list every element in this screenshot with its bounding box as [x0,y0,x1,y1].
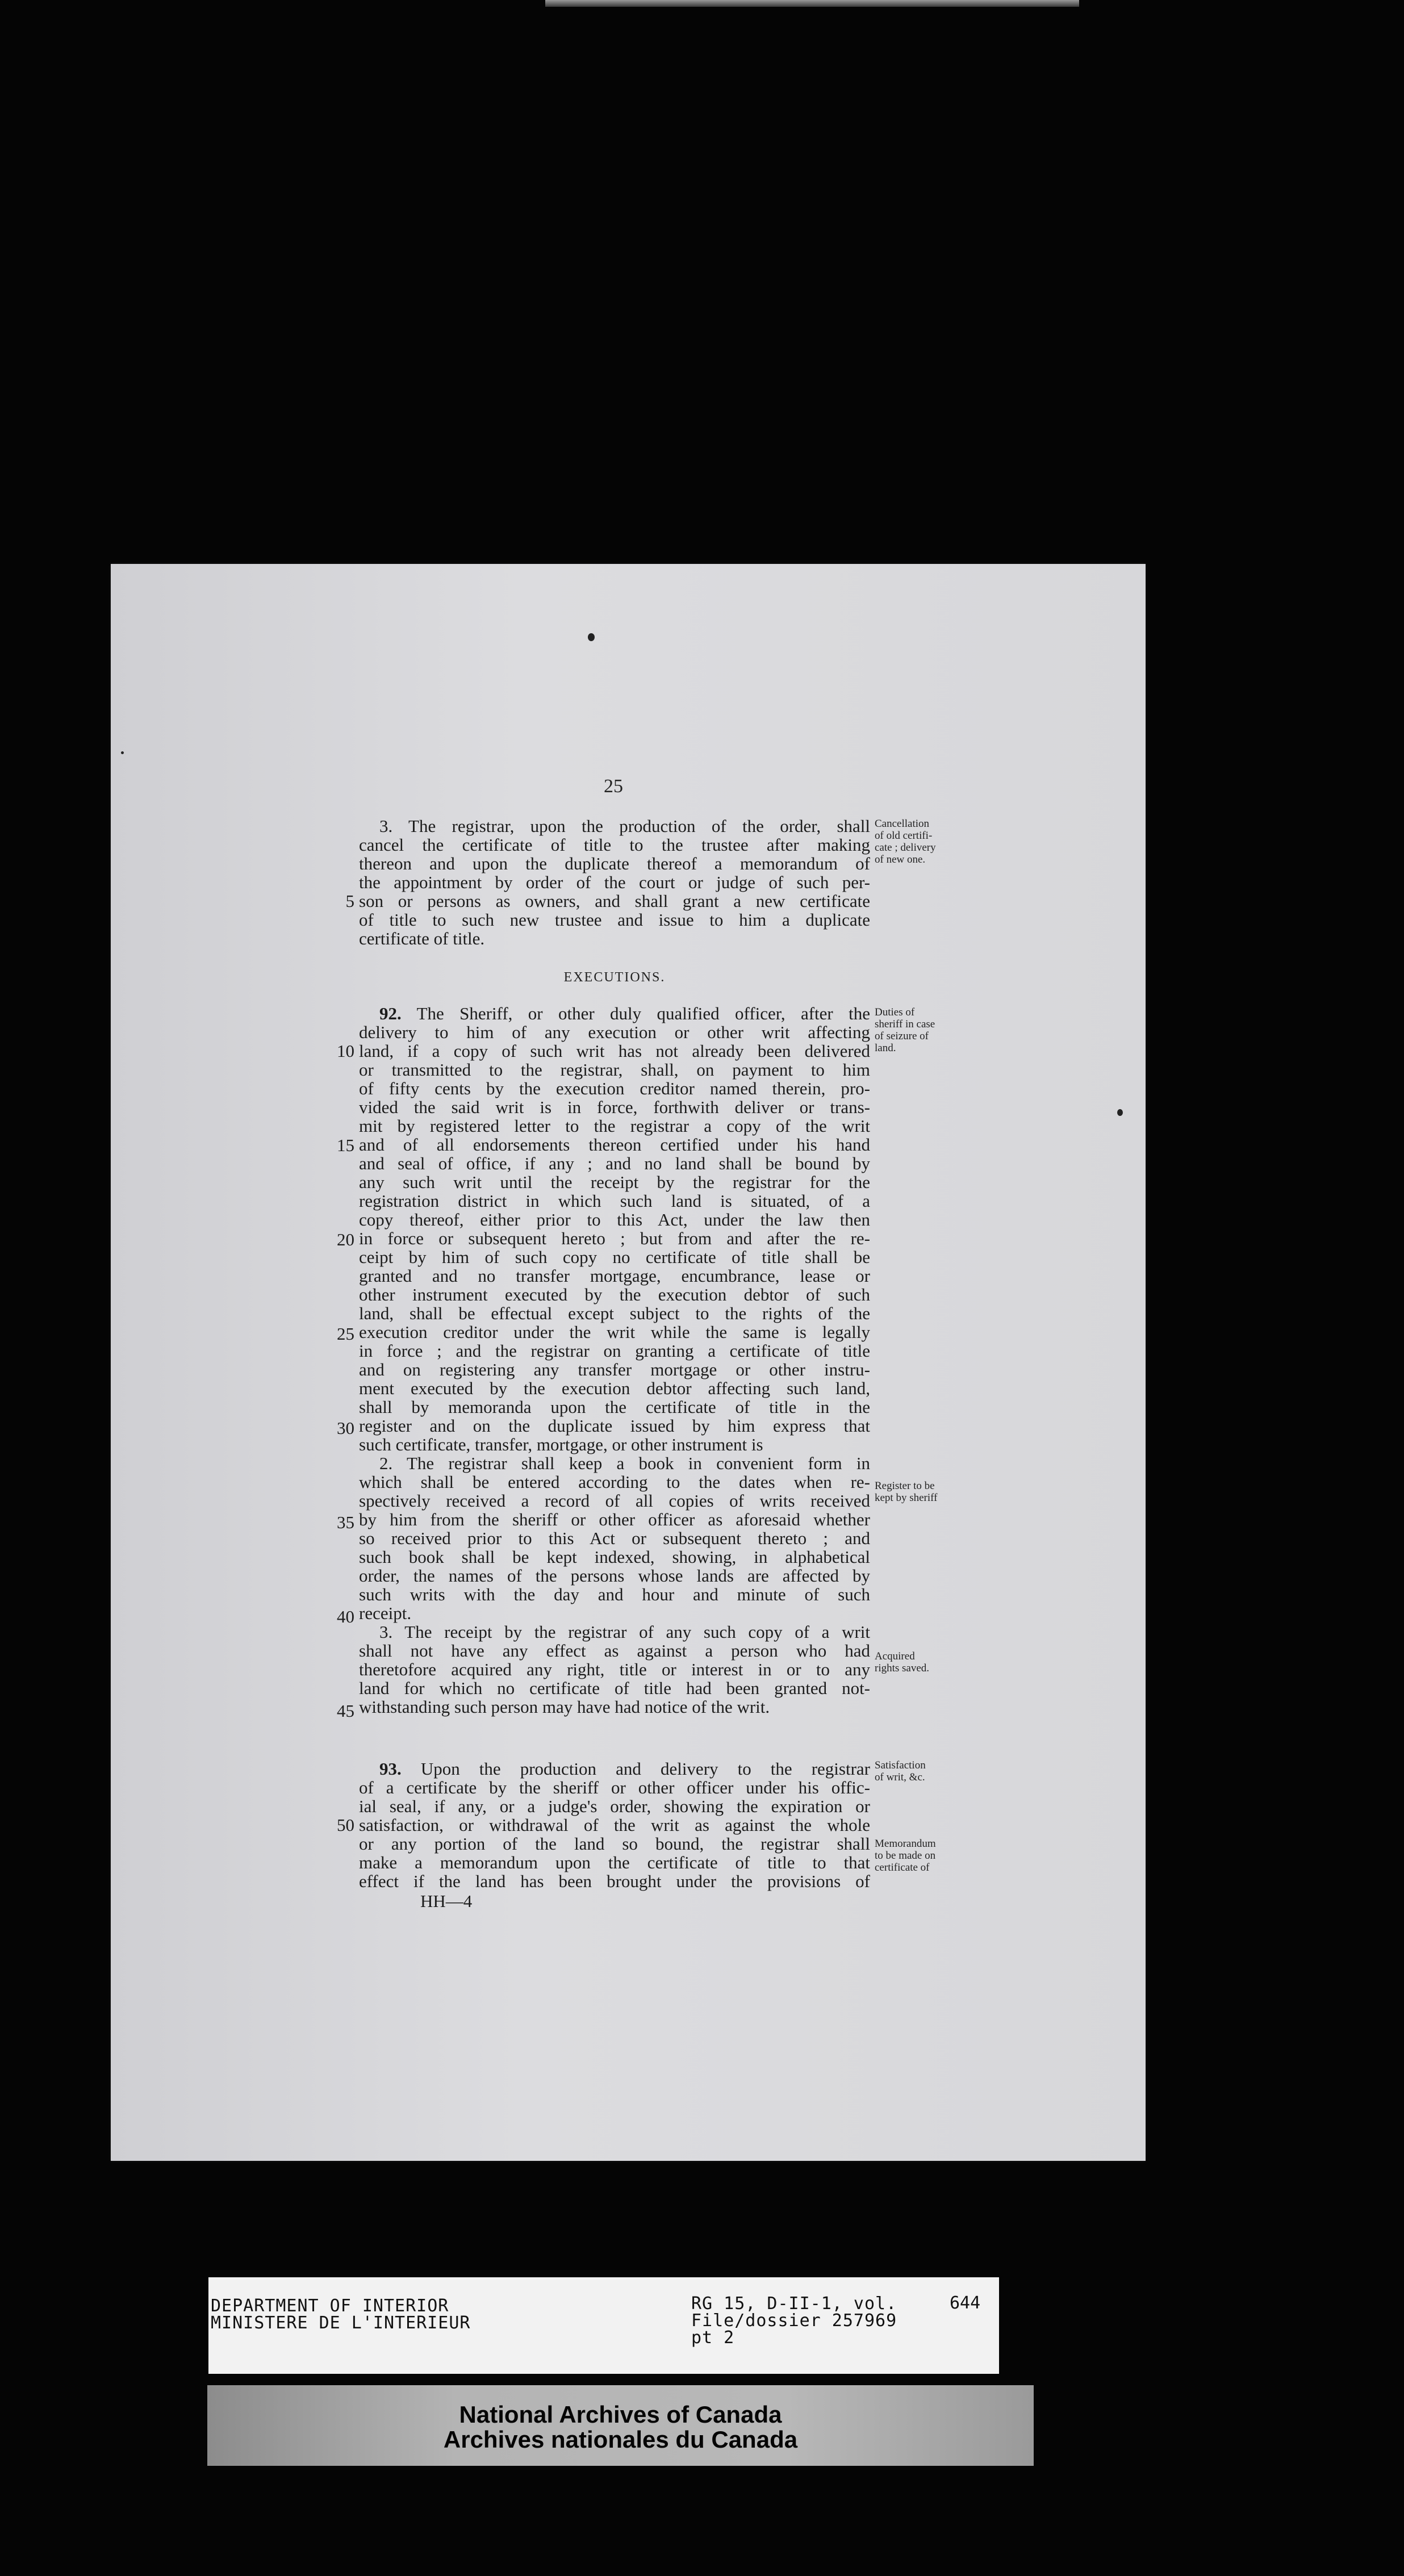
line-number: 50 [337,1815,354,1835]
archive-label-card [208,2277,999,2374]
section-92: 92. The Sheriff, or other duly qualified officer, after the delivery to him of any execution or other writ affecting land, if a copy of such writ has not already been delivered or transmitted to the registrar, shall, on payment to him of fifty cents by the execution creditor named therein, pro- vided the said writ is in force, forthwith deliver or trans- mit by registered letter to the registrar a copy of the writ and of all endorsements thereon certified under his hand and seal of office, if any ; and no land shall be bound by any such writ until the receipt by the registrar for the registration district in which such land is situated, of a copy thereof, either prior to this Act, under the law then in force or subsequent hereto ; but from and after the re- ceipt by him of such copy no certificate of title shall be granted and no transfer mortgage, encumbrance, lease or other instrument executed by the execution debtor of such land, shall be effectual except subject to the rights of the execution creditor under the writ while the same is legally in force ; and the registrar on granting a certificate of title and on registering any transfer mortgage or other instru- ment executed by the execution debtor affecting such land, shall by memoranda upon the certificate of title in the register and on the duplicate issued by him express that such certificate, transfer, mortgage, or other instrument is 2. The registrar shall keep a book in convenient form in which shall be entered according to the dates when re- spectively received a record of all copies of writs received by him from the sheriff or other officer as aforesaid whether so received prior to this Act or subsequent thereto ; and such book shall be kept indexed, showing, in alphabetical order, the names of the persons whose lands are affected by such writs with the day and hour and minute of such receipt. 3. The receipt by the registrar of any such copy of a writ shall not have any effect as against a person who had theretofore acquired any right, title or interest in or to any land for which no certificate of title had been granted not- withstanding such person may have had notice of the writ. [359,1003,870,1717]
section-heading-executions: EXECUTIONS. [563,970,666,985]
section-93-first-line: 93. Upon the production and delivery to the registrar [379,1759,870,1779]
signature-mark: HH—4 [420,1891,473,1911]
reference-label: RG 15, D-II-1, vol. File/dossier 257969 pt 2 [691,2294,897,2348]
line-number: 15 [337,1135,354,1155]
marginal-note-satisfaction: Satisfaction of writ, &c. [875,1759,926,1783]
section-93: 93. Upon the production and delivery to the registrar of a certificate by the sheriff or other officer under his offic- ial seal, if any, or a judge's order, showing the expiration or satisfaction, or withdrawal of the writ as against the whole or any portion of the land so bound, the registrar shall make a memorandum upon the certificate of title to that effect if the land has been brought under the provisions of [359,1759,870,1891]
marginal-note-duties: Duties of sheriff in case of seizure of land. [875,1006,935,1054]
archives-banner [207,2385,1034,2466]
section-number: 92. [379,1003,402,1023]
line-number: 45 [337,1701,354,1721]
line-number: 5 [345,891,354,911]
marginal-note-register: Register to be kept by sheriff [875,1480,938,1504]
ink-speck [121,751,124,754]
archives-name-french: Archives nationales du Canada [443,2426,798,2453]
volume-number: 644 [950,2293,981,2313]
top-film-edge [545,0,1079,7]
line-number: 40 [337,1607,354,1626]
department-label: DEPARTMENT OF INTERIOR MINISTERE DE L'INTERIEUR [211,2296,471,2333]
marginal-note-cancellation: Cancellation of old certifi- cate ; delivery of new one. [875,818,936,865]
line-number: 20 [337,1230,354,1249]
ink-speck [588,633,595,641]
paragraph-trustee-certificate: 3. The registrar, upon the production of the order, shall cancel the certificate of title to the trustee after making thereon and upon the duplicate thereof a memorandum of the appointment by order of the court or judge of such per- son or persons as owners, and shall grant a new certificate of title to such new trustee and issue to him a duplicate certificate of title. [359,816,870,948]
page-number: 25 [604,776,623,797]
section-92-first-line: 92. The Sheriff, or other duly qualified officer, after the [379,1003,870,1023]
line-number: 25 [337,1324,354,1344]
archives-name-english: National Archives of Canada [459,2401,782,2428]
section-number: 93. [379,1759,402,1779]
line-number: 30 [337,1418,354,1438]
marginal-note-memorandum: Memorandum to be made on certificate of [875,1838,936,1874]
line-number: 10 [337,1041,354,1061]
ink-speck [1117,1109,1123,1116]
line-number: 35 [337,1512,354,1532]
marginal-note-acquired: Acquired rights saved. [875,1650,930,1674]
